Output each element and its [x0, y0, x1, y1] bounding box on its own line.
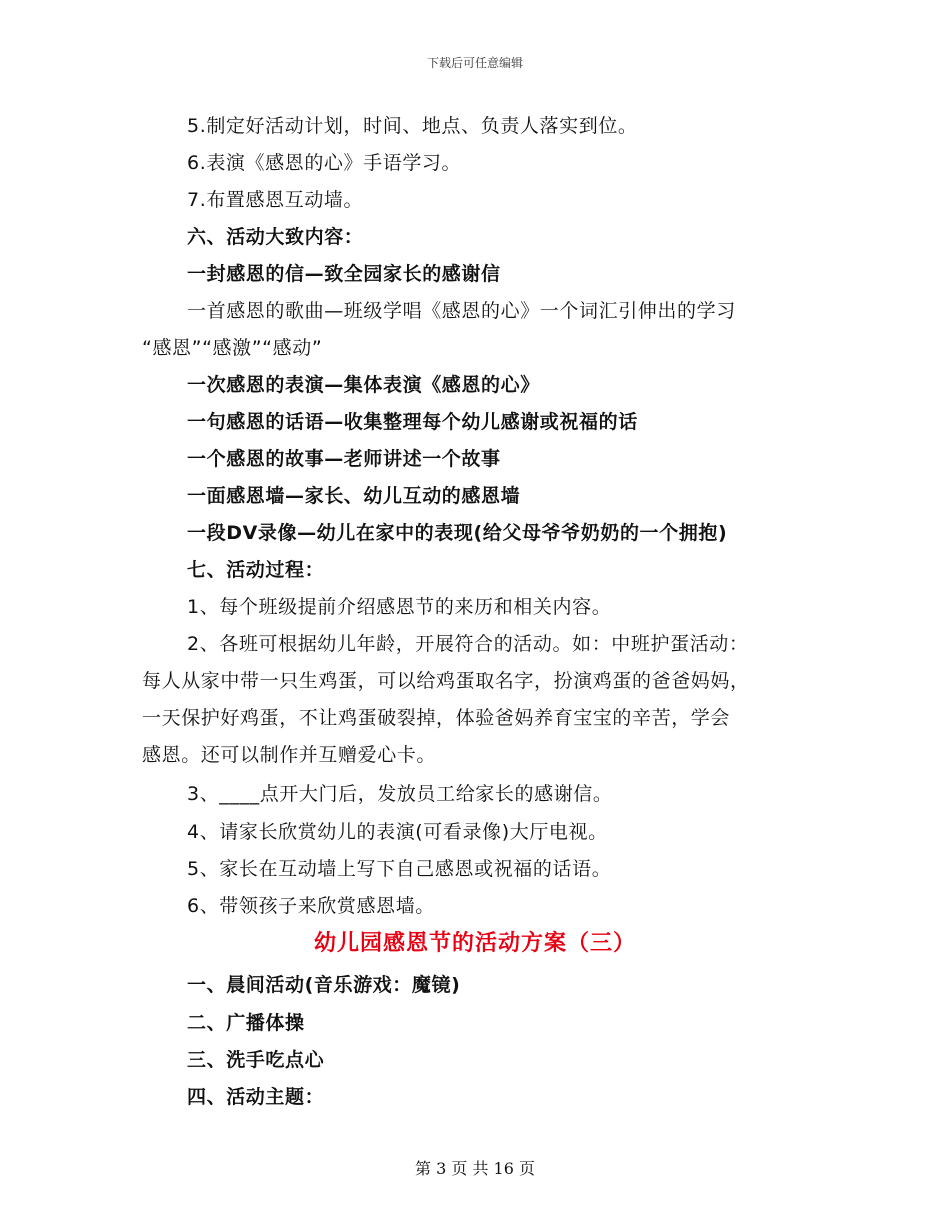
list-item: 6.表演《感恩的心》手语学习。 — [187, 152, 462, 174]
content-item: 一段DV录像—幼儿在家中的表现(给父母爷爷奶奶的一个拥抱) — [187, 522, 728, 544]
content-item: 一封感恩的信—致全园家长的感谢信 — [187, 263, 501, 285]
process-step: 1、每个班级提前介绍感恩节的来历和相关内容。 — [187, 596, 612, 618]
content-item: 一面感恩墙—家长、幼儿互动的感恩墙 — [187, 485, 521, 507]
content-item: 一个感恩的故事—老师讲述一个故事 — [187, 448, 501, 470]
list-item: 7.布置感恩互动墙。 — [187, 189, 364, 211]
process-step-continuation: 每人从家中带一只生鸡蛋，可以给鸡蛋取名字，扮演鸡蛋的爸爸妈妈， — [142, 670, 750, 692]
section-heading: 三、洗手吃点心 — [187, 1049, 325, 1071]
section-heading: 一、晨间活动(音乐游戏：魔镜) — [187, 974, 461, 996]
section-heading: 四、活动主题： — [187, 1086, 325, 1108]
page-footer: 第 3 页 共 16 页 — [415, 1159, 535, 1178]
process-step: 5、家长在互动墙上写下自己感恩或祝福的话语。 — [187, 858, 612, 880]
section-heading: 六、活动大致内容： — [187, 226, 364, 248]
content-item-continuation: “感恩”“感激”“感动” — [142, 337, 323, 359]
section-heading: 七、活动过程： — [187, 559, 325, 581]
section-title: 幼儿园感恩节的活动方案（三） — [313, 931, 636, 956]
list-item: 5.制定好活动计划，时间、地点、负责人落实到位。 — [187, 115, 638, 137]
process-step: 6、带领孩子来欣赏感恩墙。 — [187, 895, 435, 917]
process-step: 2、各班可根据幼儿年龄，开展符合的活动。如：中班护蛋活动： — [187, 633, 749, 655]
content-item: 一句感恩的话语—收集整理每个幼儿感谢或祝福的话 — [187, 411, 638, 433]
process-step: 4、请家长欣赏幼儿的表演(可看录像)大厅电视。 — [187, 821, 608, 843]
section-heading: 二、广播体操 — [187, 1012, 305, 1034]
content-item: 一次感恩的表演—集体表演《感恩的心》 — [187, 374, 540, 396]
page-header: 下载后可任意编辑 — [426, 56, 523, 70]
content-item: 一首感恩的歌曲—班级学唱《感恩的心》一个词汇引伸出的学习 — [187, 300, 736, 322]
process-step: 3、____点开大门后，发放员工给家长的感谢信。 — [187, 783, 613, 805]
process-step-continuation: 一天保护好鸡蛋，不让鸡蛋破裂掉，体验爸妈养育宝宝的辛苦，学会 — [142, 707, 731, 729]
process-step-continuation: 感恩。还可以制作并互赠爱心卡。 — [142, 744, 437, 766]
